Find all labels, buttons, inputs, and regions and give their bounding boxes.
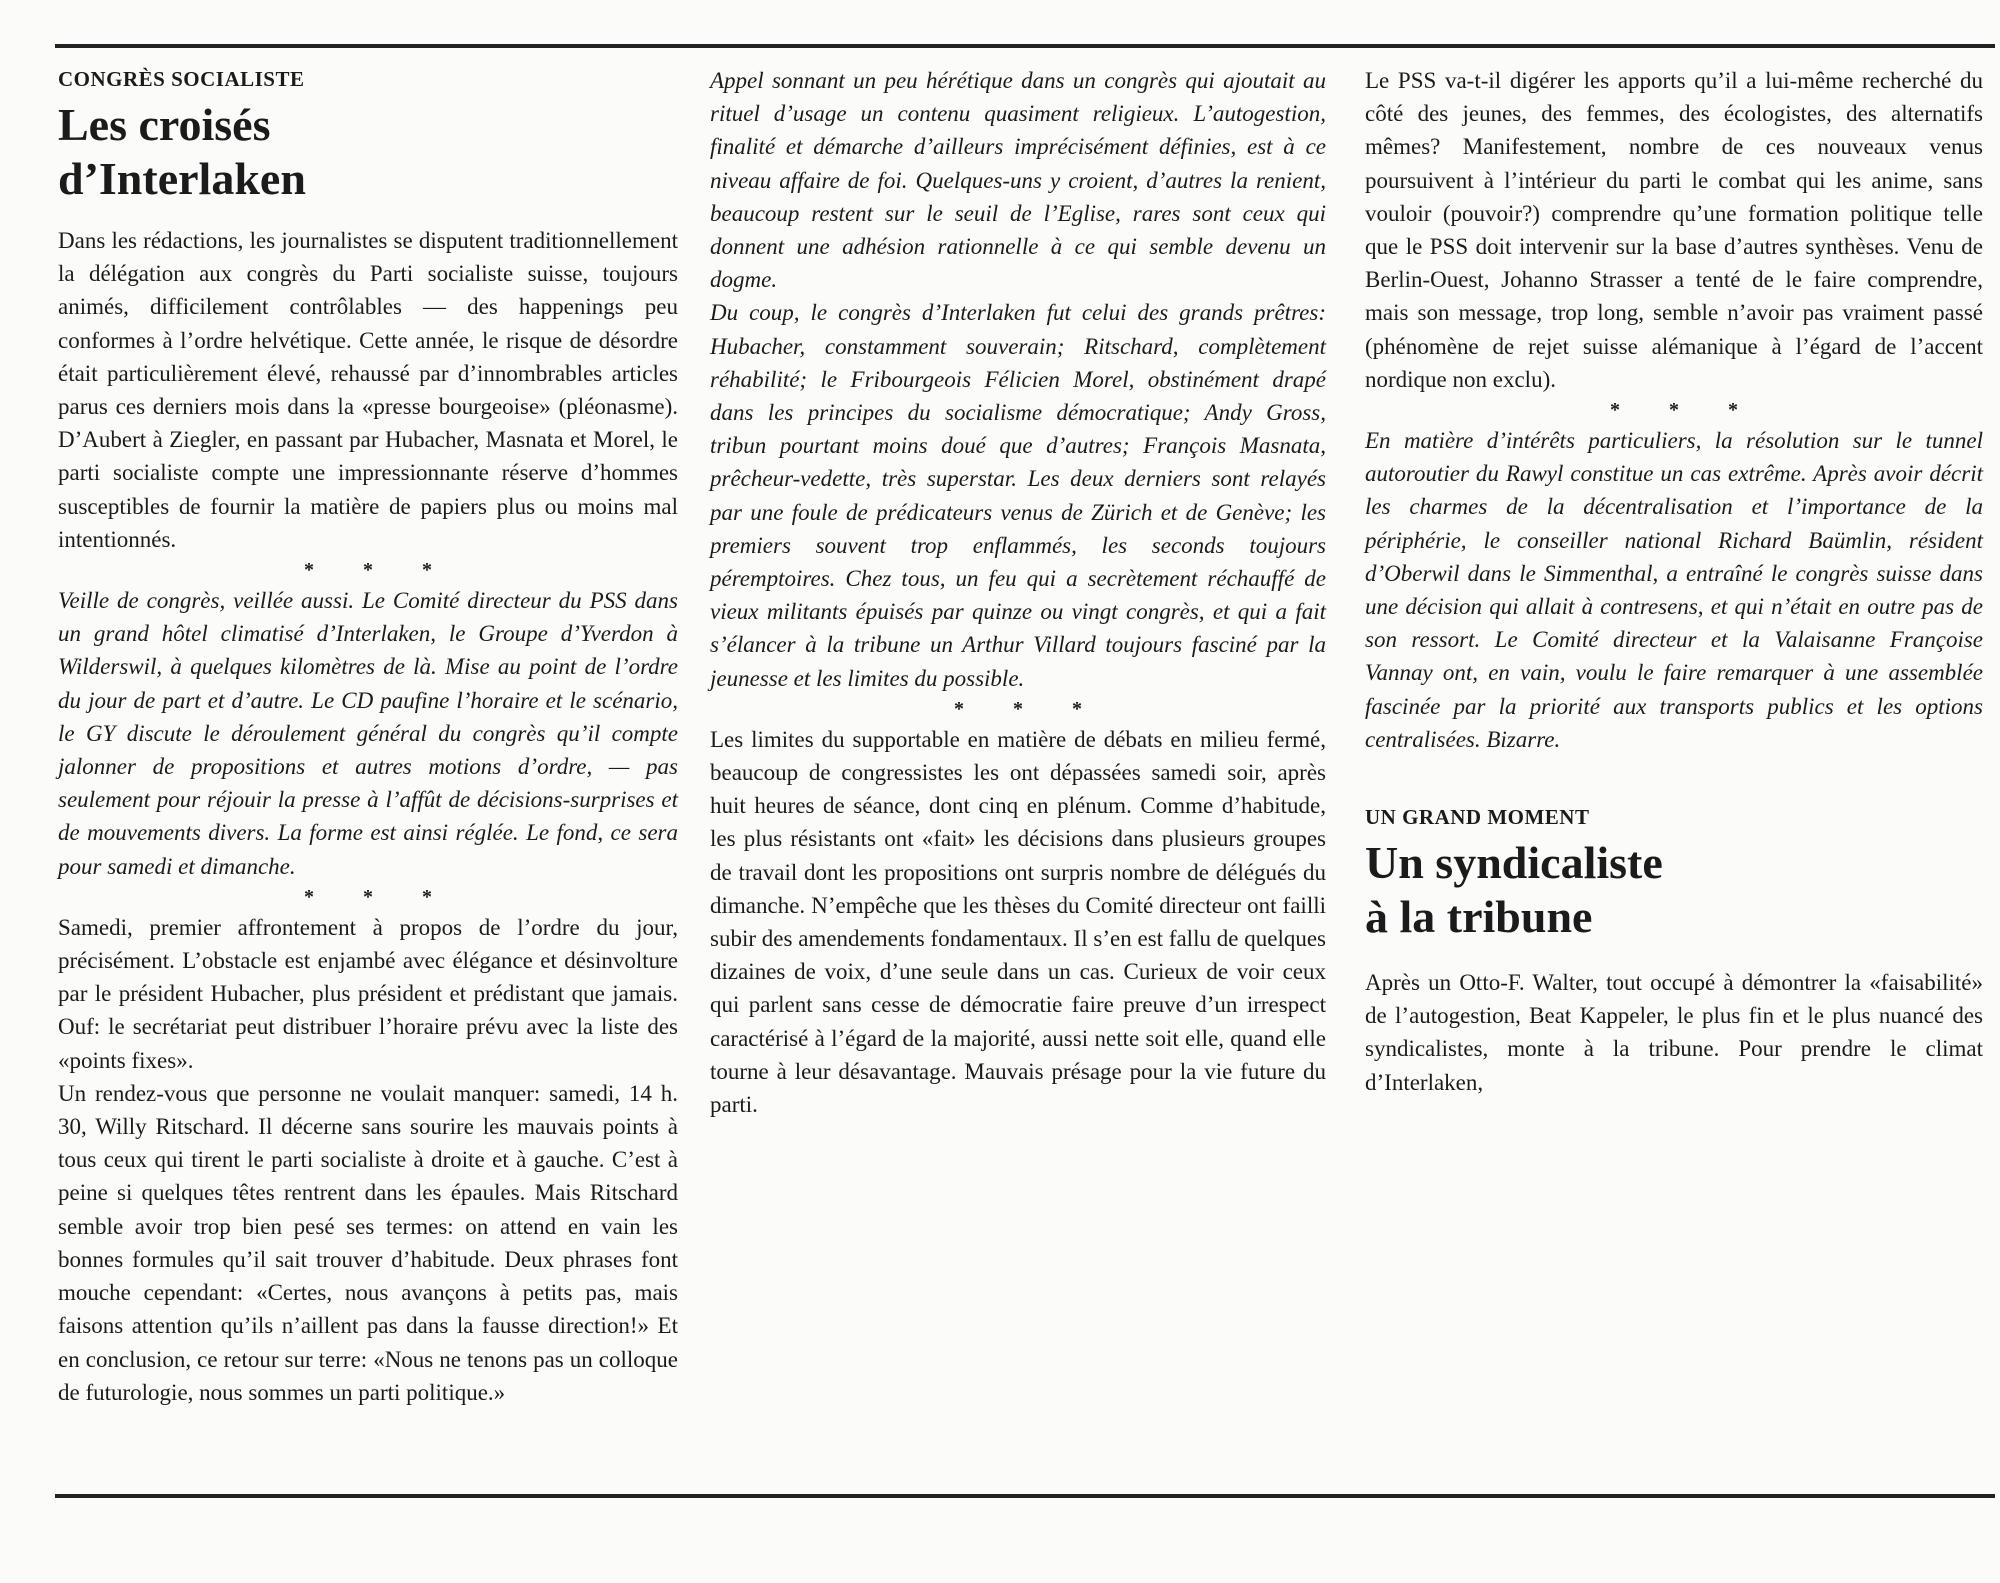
second-article-headline [1365,836,1983,944]
paragraph-3: Samedi, premier affrontement à propos de l’ordre du jour, précisément. L’obstacle est enjambé avec élégance et désinvolture par le président Hubacher, plus président et prédistant que jamais. Ouf: le secrétariat peut distribuer l’horaire prévu avec la liste des «points fixes». [58,914,678,1073]
paragraph-8: Le PSS va-t-il digérer les apports qu’il a lui-même recherché du côté des jeunes, des femmes, des écologistes, des alternatifs mêmes? Manifestement, nombre de ces nouveaux venus poursuivent à l’intérieur du parti le combat qui les anime, sans vouloir (pouvoir?) comprendre qu’une formation politique telle que le PSS doit intervenir sur la base d’autres synthèses. Venu de Berlin-Ouest, Johanno Strasser a tenté de le faire comprendre, mais son message, trop long, semble n’avoir pas vraiment passé (phénomène de rejet suisse alémanique à l’égard de l’accent nordique non exclu). [1365,68,1983,392]
section-separator: * * * [954,697,1104,720]
headline-line-1: Les croisés [58,99,271,150]
section-separator: * * * [1610,399,1760,422]
section-separator: * * * [304,885,454,908]
column-2 [710,64,1326,1121]
article-kicker: CONGRÈS SOCIALISTE [58,67,305,91]
paragraph-9: En matière d’intérêts particuliers, la résolution sur le tunnel autoroutier du Rawyl constitue un cas extrême. Après avoir décrit les charmes de la décentralisation et l’importance de la périphérie, le conseiller national Richard Baümlin, résident d’Oberwil dans le Simmenthal, a entraîné le congrès suisse dans une décision qui allait à contresens, et qui n’était en outre pas de son ressort. Le Comité directeur et la Valaisanne Françoise Vannay ont, en vain, voulu le faire remarquer à une assemblée fascinée par la priorité aux transports publics et les options centralisées. Bizarre. [1365,428,1983,752]
top-rule [55,44,1995,48]
column-3 [1365,64,1983,1099]
article-headline [58,98,678,206]
headline-line-2: d’Interlaken [58,153,306,204]
paragraph-5: Appel sonnant un peu hérétique dans un congrès qui ajoutait au rituel d’usage un contenu quasiment religieux. L’autogestion, finalité et démarche d’ailleurs imprécisément définies, est à ce niveau affaire de foi. Quelques-uns y croient, d’autres la renient, beaucoup restent sur le seuil de l’Eglise, rares sont ceux qui donnent une adhésion rationnelle à ce qui semble devenu un dogme. [710,68,1326,293]
column-1 [58,64,678,1409]
paragraph-1: Dans les rédactions, les journalistes se disputent traditionnellement la délégation aux congrès du Parti socialiste suisse, toujours animés, difficilement contrôlables — des happenings peu conformes à l’ordre helvétique. Cette année, le risque de désordre était particulièrement élevé, rehaussé par d’innombrables articles parus ces derniers mois dans la «presse bourgeoise» (pléonasme). D’Aubert à Ziegler, en passant par Hubacher, Masnata et Morel, le parti socialiste compte une impressionnante réserve d’hommes susceptibles de fournir la matière de papiers plus ou moins mal intentionnés. [58,228,678,552]
bottom-rule [55,1494,1995,1498]
paragraph-4: Un rendez-vous que personne ne voulait manquer: samedi, 14 h. 30, Willy Ritschard. Il décerne sans sourire les mauvais points à tous ceux qui tirent le parti socialiste à droite et à gauche. C’est à peine si quelques têtes rentrent dans les épaules. Mais Ritschard semble avoir trop bien pesé ses termes: on attend en vain les bonnes formules qu’il sait trouver d’habitude. Deux phrases font mouche cependant: «Certes, nous avançons à petits pas, mais faisons attention qu’ils n’aillent pas dans la fausse direction!» Et en conclusion, ce retour sur terre: «Nous ne tenons pas un colloque de futurologie, nous sommes un parti politique.» [58,1080,678,1405]
second-article-kicker: UN GRAND MOMENT [1365,805,1590,830]
paragraph-6: Du coup, le congrès d’Interlaken fut celui des grands prêtres: Hubacher, constamment souverain; Ritschard, complètement réhabilité; le Fribourgeois Félicien Morel, obstinément drapé dans les principes du socialisme démocratique; Andy Gross, tribun pourtant moins doué que d’autres; François Masnata, prêcheur-vedette, très superstar. Les deux derniers sont relayés par une foule de prédicateurs venus de Zürich et de Genève; les premiers souvent trop enflammés, les seconds toujours péremptoires. Chez tous, un feu qui a secrètement réchauffé de vieux militants épuisés par quinze ou vingt congrès, et qui a fait s’élancer à la tribune un Arthur Villard toujours fasciné par la jeunesse et les limites du possible. [710,300,1326,691]
paragraph-2: Veille de congrès, veillée aussi. Le Comité directeur du PSS dans un grand hôtel climatisé d’Interlaken, le Groupe d’Yverdon à Wilderswil, à quelques kilomètres de là. Mise au point de l’ordre du jour de part et d’autre. Le CD paufine l’horaire et le scénario, le GY discute le déroulement général du congrès qu’il compte jalonner de propositions et autres motions d’ordre, — pas seulement pour réjouir la presse à l’affût de décisions-surprises et de mouvements divers. La forme est ainsi réglée. Le fond, ce sera pour samedi et dimanche. [58,588,678,879]
headline-line-2: à la tribune [1365,891,1593,943]
second-article-paragraph: Après un Otto-F. Walter, tout occupé à démontrer la «faisabilité» de l’autogestion, Beat Kappeler, le plus fin et le plus nuancé des syndicalistes, monte à la tribune. Pour prendre le climat d’Interlaken, [1365,970,1983,1095]
headline-line-1: Un syndicaliste [1365,837,1663,889]
section-separator: * * * [304,559,454,582]
paragraph-7: Les limites du supportable en matière de débats en milieu fermé, beaucoup de congressistes les ont dépassées samedi soir, après huit heures de séance, dont cinq en plénum. Comme d’habitude, les plus résistants ont «fait» les décisions dans plusieurs groupes de travail dont les propositions ont surpris nombre de délégués du dimanche. N’empêche que les thèses du Comité directeur ont failli subir des amendements fondamentaux. Il s’en est fallu de quelques dizaines de voix, d’une seule dans un cas. Curieux de voir ceux qui parlent sans cesse de démocratie faire preuve d’un irrespect caractérisé à l’égard de la majorité, aussi nette soit elle, quand elle tourne à leur désavantage. Mauvais présage pour la vie future du parti. [710,726,1326,1118]
